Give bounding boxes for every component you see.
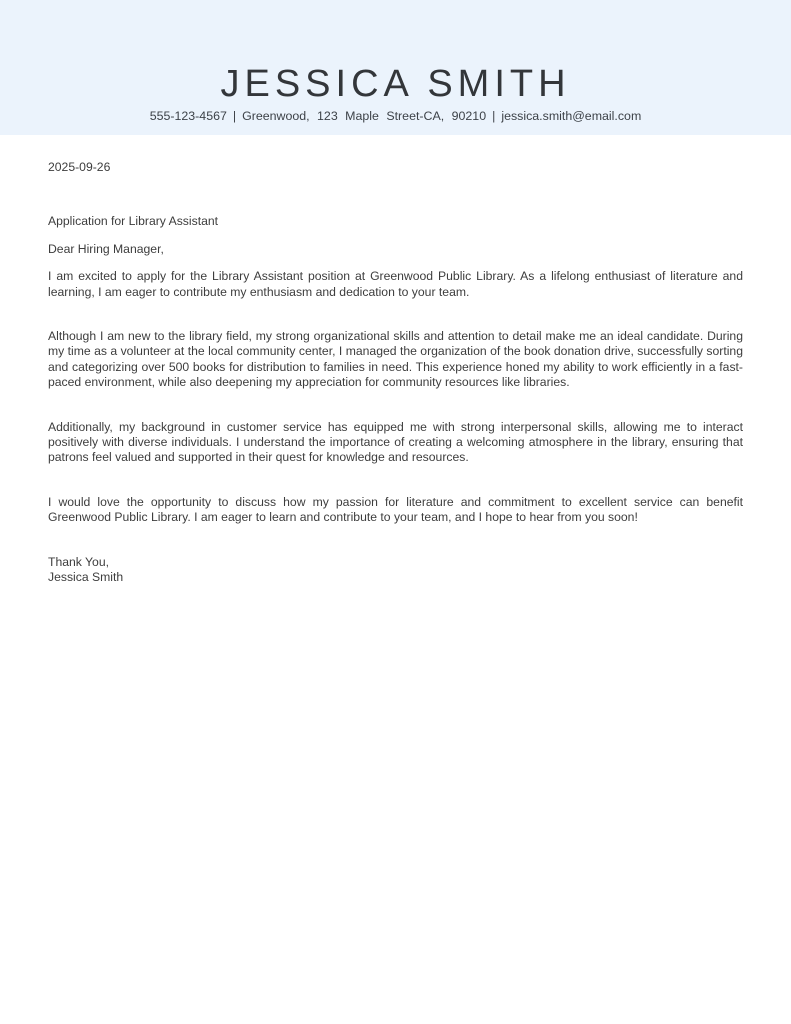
contact-line xyxy=(0,108,791,124)
letter-signature: Jessica Smith xyxy=(48,570,124,585)
letter-body xyxy=(48,160,743,586)
letter-paragraph: Although I am new to the library field, my strong organizational skills and attention to detail make me an ideal candidate. During my time as a volunteer at the local community center, I managed the organization of the book donation drive, successfully sorting and categorizing over 500 books for distribution to families in need. This experience honed my ability to work efficiently in a fast-paced environment, while also deepening my appreciation for community resources like libraries. xyxy=(48,329,743,390)
letter-paragraph: Additionally, my background in customer service has equipped me with strong interpersonal skills, allowing me to interact positively with diverse individuals. I understand the importance of creating a welcoming atmosphere in the library, ensuring that patrons feel valued and supported in their quest for knowledge and resources. xyxy=(48,419,743,465)
letter-paragraph: I would love the opportunity to discuss how my passion for literature and commitment to excellent service can benefit Greenwood Public Library. I am eager to learn and contribute to your team, and I hope to hear from you soon! xyxy=(48,494,743,525)
contact-separator: | xyxy=(232,109,237,123)
contact-address: Greenwood, 123 Maple Street-CA, 90210 xyxy=(242,109,487,123)
letter-subject: Application for Library Assistant xyxy=(48,214,219,229)
applicant-name: JESSICA SMITH xyxy=(220,63,571,105)
letter-paragraph: I am excited to apply for the Library Assistant position at Greenwood Public Library. As a lifelong enthusiast of literature and learning, I am eager to contribute my enthusiasm and dedication to your team. xyxy=(48,269,743,299)
contact-phone: 555-123-4567 xyxy=(149,109,227,123)
letter-closing: Thank You, xyxy=(48,554,109,569)
letter-salutation: Dear Hiring Manager, xyxy=(48,241,164,256)
contact-separator: | xyxy=(492,109,496,123)
contact-email: jessica.smith@email.com xyxy=(501,109,642,123)
letter-date: 2025-09-26 xyxy=(48,160,111,174)
letter-header xyxy=(0,0,791,135)
